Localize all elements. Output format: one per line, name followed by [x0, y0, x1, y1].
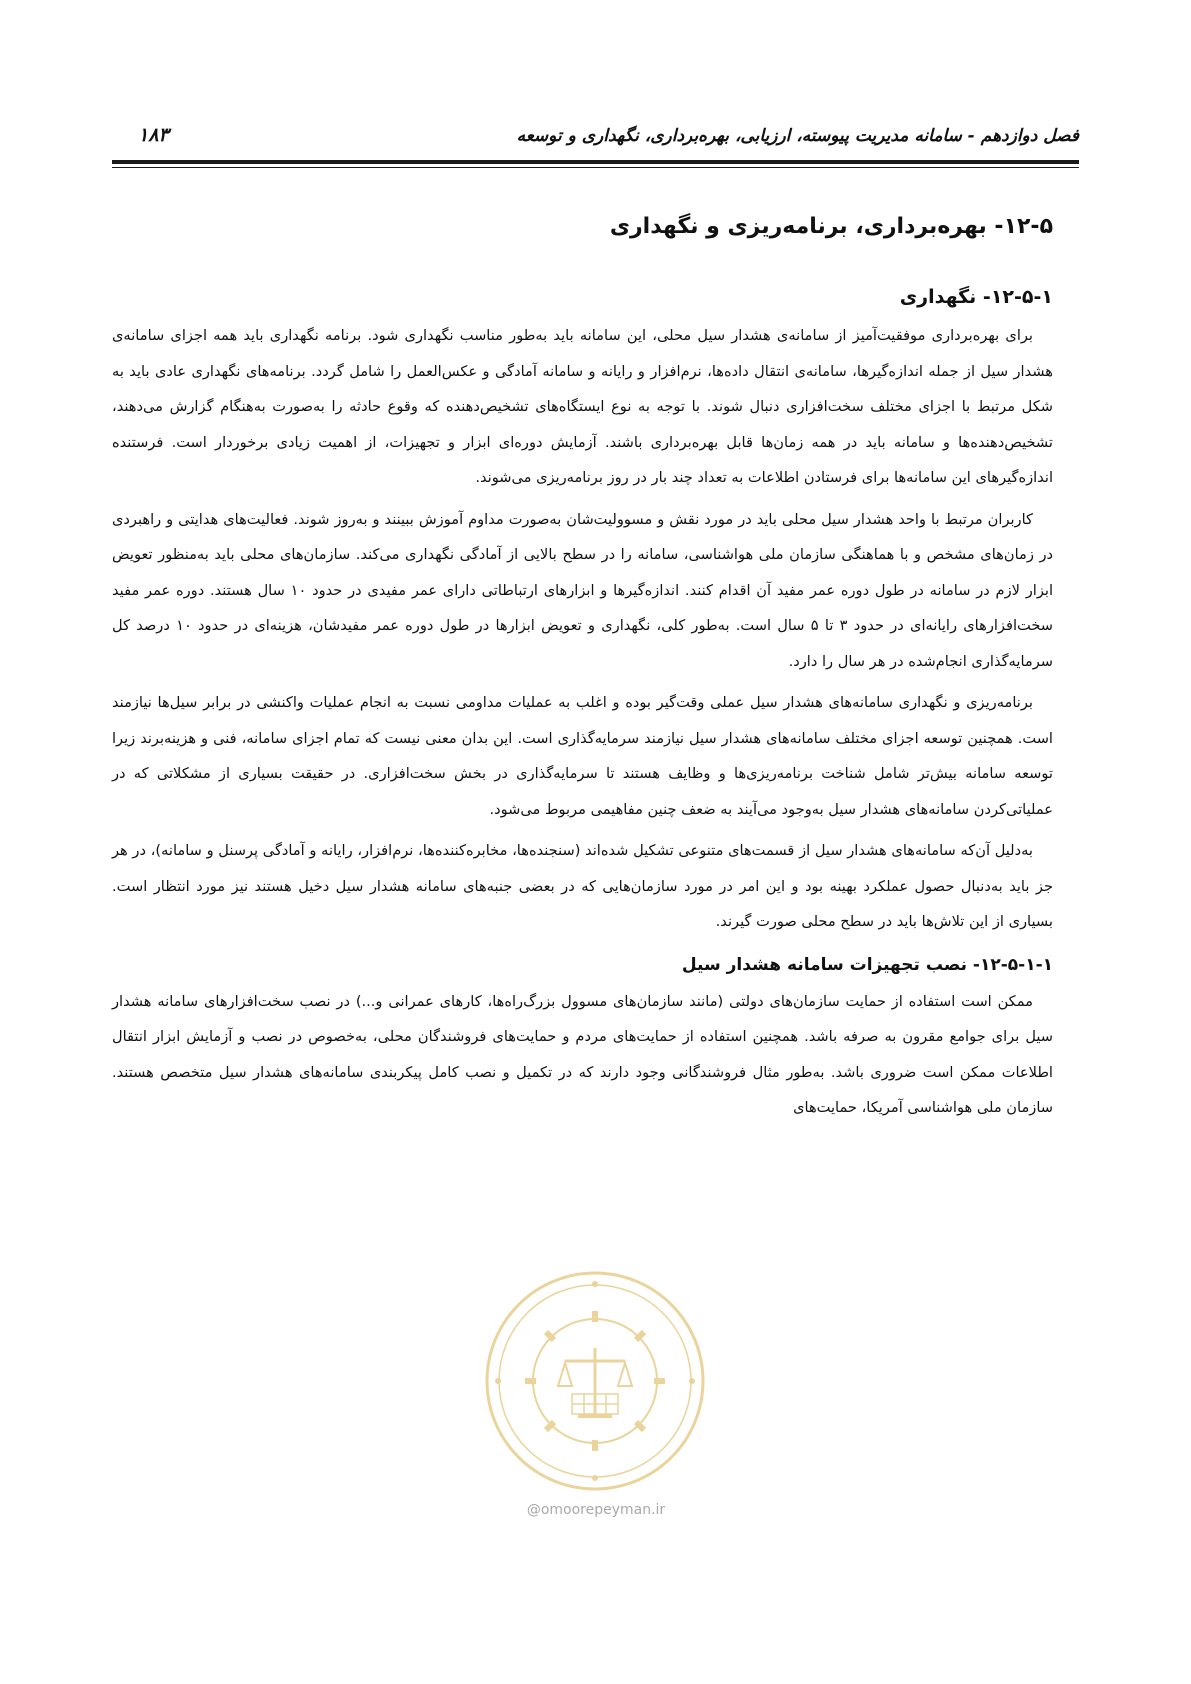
paragraph: کاربران مرتبط با واحد هشدار سیل محلی باید در مورد نقش و مسوولیت‌شان به‌صورت مداوم آموزش ببینند و به‌روز شوند. فعالیت‌های هدایتی و راهبردی در زمان‌های مشخص و با هماهنگی سازمان ملی هواشناسی، سامانه را در سطح بالایی از آمادگی نگهداری می‌کند. سازمان‌های محلی باید به‌منظور تعویض ابزار لازم در سامانه در طول دوره عمر مفید آن اقدام کنند. اندازه‌گیرها و ابزارهای ارتباطاتی دارای عمر مفیدی در حدود ۱۰ سال هستند. دوره عمر مفید سخت‌افزارهای رایانه‌ای در حدود ۳ تا ۵ سال است. به‌طور کلی، نگهداری و تعویض ابزارها در طول دوره عمر مفیدشان، هزینه‌ای در حدود ۱۰ درصد کل سرمایه‌گذاری انجام‌شده در هر سال را دارد.	[112, 510, 1053, 670]
paragraph: برای بهره‌برداری موفقیت‌آمیز از سامانه‌ی هشدار سیل محلی، این سامانه باید به‌طور مناسب نگهداری شود. برنامه نگهداری باید همه اجزای سامانه‌ی هشدار سیل از جمله اندازه‌گیرها، سامانه‌ی انتقال داده‌ها، نرم‌افزار و رایانه و سامانه آمادگی و عکس‌العمل را شامل گردد. برنامه‌های نگهداری عادی باید به شکل مرتبط با اجزای مختلف سخت‌افزاری دنبال شوند. با توجه به نوع ایستگاه‌های تشخیص‌دهنده که وقوع حادثه را به‌صورت به‌هنگام گزارش می‌دهند، تشخیص‌دهنده‌ها و سامانه باید در همه زمان‌ها قابل بهره‌برداری باشند. آزمایش دوره‌ای ابزار و تجهیزات، از اهمیت زیادی برخوردار است. فرستنده اندازه‌گیرهای این سامانه‌ها برای فرستادن اطلاعات به تعداد چند بار در روز برنامه‌ریزی می‌شوند.	[112, 327, 1053, 486]
page-number: ۱۸۳	[138, 124, 169, 146]
paragraph: ممکن است استفاده از حمایت سازمان‌های دولتی (مانند سازمان‌های مسوول بزرگ‌راه‌ها، کارهای عمرانی و...) در نصب سخت‌افزارهای سامانه هشدار سیل برای جوامع مقرون به صرفه باشد. همچنین استفاده از حمایت‌های مردم و حمایت‌های فروشندگان محلی، به‌خصوص در نصب و آزمایش ابزار انتقال اطلاعات ممکن است ضروری باشد. به‌طور مثال فروشندگانی وجود دارند که در تکمیل و نصب کامل پیکربندی سامانه‌های هشدار سیل متخصص هستند. سازمان ملی هواشناسی آمریکا، حمایت‌های	[112, 992, 1053, 1116]
running-header	[112, 126, 1079, 154]
running-title: فصل دوازدهم - سامانه مدیریت پیوسته، ارزیابی، بهره‌برداری، نگهداری و توسعه	[516, 126, 1079, 146]
header-rule-thick	[112, 160, 1079, 164]
header-rule-thin	[112, 167, 1079, 168]
paragraph: برنامه‌ریزی و نگهداری سامانه‌های هشدار سیل عملی وقت‌گیر بوده و اغلب به عملیات مداومی نسبت به انجام عملیات واکنشی در برابر سیل‌ها نیازمند است. همچنین توسعه اجزای مختلف سامانه‌های هشدار سیل نیازمند سرمایه‌گذاری است. این بدان معنی نیست که تمام اجزای سامانه، فنی و هزینه‌بر‌ند زیرا توسعه سامانه بیش‌تر شامل شناخت برنامه‌ریزی‌ها و وظایف هستند تا سرمایه‌گذاری در بخش سخت‌افزاری. در حقیقت بسیاری از مشکلاتی که در عملیاتی‌کردن سامانه‌های هشدار سیل به‌وجود می‌آیند به ضعف چنین مفاهیمی مربوط می‌شود.	[112, 694, 1053, 818]
page-content	[112, 210, 1053, 1132]
seal-logo-icon	[480, 1266, 710, 1496]
section-title: ۱۲-۵- بهره‌برداری، برنامه‌ریزی و نگهداری	[609, 214, 1053, 239]
subsubsection-title: ۱۲-۵-۱-۱- نصب تجهیزات سامانه هشدار سیل	[681, 954, 1053, 975]
watermark-url: @omoorepeyman.ir	[526, 1502, 666, 1518]
subsection-title: ۱۲-۵-۱- نگهداری	[899, 286, 1053, 308]
paragraph: به‌دلیل آن‌که سامانه‌های هشدار سیل از قسمت‌های متنوعی تشکیل شده‌اند (سنجنده‌ها، مخابره‌کننده‌ها، نرم‌افزار، رایانه و آمادگی پرسنل و سامانه)، در هر جز باید به‌دنبال حصول عملکرد بهینه بود و این امر در مورد سازمان‌هایی که در بعضی جنبه‌های سامانه هشدار سیل دخیل هستند نیز مورد انتظار است. بسیاری از این تلاش‌ها باید در سطح محلی صورت گیرند.	[112, 842, 1053, 930]
